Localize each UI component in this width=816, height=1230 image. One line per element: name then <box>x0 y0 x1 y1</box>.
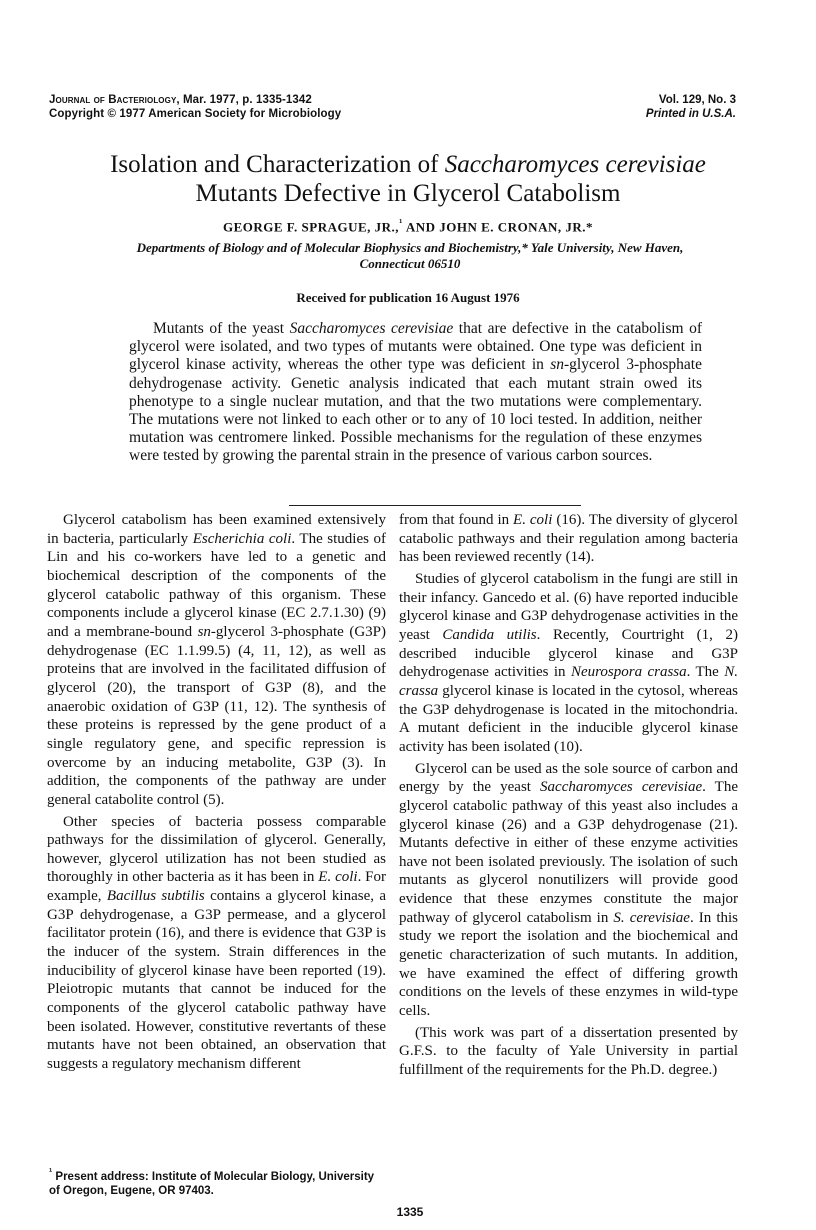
author-2: JOHN E. CRONAN, JR.* <box>439 219 593 235</box>
paragraph <box>399 570 738 757</box>
italic-run: E. coli <box>318 869 358 886</box>
text-run: Other species of bacteria possess comparable pathways for the dissimilation of glycerol. Generally, however, glycerol utilization has not been studied as thoroughly in other bacteria as it has been in <box>47 813 386 886</box>
italic-run: sn <box>197 623 211 640</box>
text-run: . For example, <box>47 869 387 905</box>
abstract-species: Saccharomyces cerevisiae <box>289 320 454 337</box>
author-1-mark: ¹ <box>399 217 403 229</box>
italic-run: Bacillus subtilis <box>106 888 205 905</box>
text-run: Glycerol can be used as the sole source of carbon and energy by the yeast <box>399 760 738 796</box>
italic-run: Neurospora crassa <box>570 664 687 681</box>
footnote <box>49 1166 379 1198</box>
running-header-left <box>49 93 341 121</box>
abstract-prefix: sn <box>550 356 564 374</box>
text-run: glycerol kinase is located in the cytosol, whereas the G3P dehydrogenase is located in the mitochondria. A mutant deficient in the inducible glycerol kinase activity has been isolated (10). <box>399 682 738 755</box>
paragraph <box>399 511 738 567</box>
author-list <box>40 217 776 235</box>
text-run: . The glycerol catabolic pathway of this yeast also includes a glycerol kinase (26) and a G3P dehydrogenase (21). Mutants defective in either of these enzyme activities have not been isolated previously. The isolation of such mutants as glycerol nonutilizers will provide good evidence that these enzymes constitute the major pathway of glycerol catabolism in <box>399 779 738 926</box>
text-run: Studies of glycerol catabolism in the fungi are still in their infancy. Gancedo et al. (6) have reported inducible glycerol kinase and G3P dehydrogenase activities in the yeast <box>399 570 738 643</box>
paragraph <box>47 511 386 810</box>
author-1: GEORGE F. SPRAGUE, JR., <box>222 219 400 235</box>
body-column-left <box>47 511 386 1074</box>
text-run: -glycerol 3-phosphate (G3P) dehydrogenase (EC 1.1.99.5) (4, 11, 12), as well as proteins that are involved in the facilitated diffusion of glycerol (20), the transport of G3P (8), and the anaerobic oxidation of G3P (11, 12). The synthesis of these proteins is repressed by the gene product of a single regulatory gene, and specific repression is overcome by an inducing metabolite, G3P (3). In addition, the components of the pathway are under general catabolite control (5). <box>47 623 386 808</box>
affiliation <box>60 240 760 272</box>
affiliation-line1: Departments of Biology and of Molecular Biophysics and Biochemistry,* Yale University, New Haven, <box>136 240 684 255</box>
article-title <box>40 150 776 208</box>
paragraph: (This work was part of a dissertation presented by G.F.S. to the faculty of Yale University in partial fulfillment of the requirements for the Ph.D. degree.) <box>399 1024 738 1079</box>
abstract-text: -glycerol 3-phosphate dehydrogenase activity. Genetic analysis indicated that each mutant strain owed its phenotype to a single nuclear mutation, and that the two mutations were complementary. The mutations were not linked to each other or to any of 10 loci tested. In addition, neither mutation was centromere linked. Possible mechanisms for the regulation of these enzymes were tested by growing the parental strain in the presence of various carbon sources. <box>129 356 702 465</box>
abstract-text: Mutants of the yeast <box>153 320 290 337</box>
copyright-line: Copyright © 1977 American Society for Microbiology <box>49 108 342 120</box>
page-number: 1335 <box>396 1205 424 1219</box>
italic-run: E. coli <box>513 512 553 528</box>
text-run: . The studies of Lin and his co-workers have led to a genetic and biochemical description of the components of the glycerol catabolic pathway of this organism. These components include a glycerol kinase (EC 2.7.1.30) (9) and a membrane-bound <box>47 530 387 640</box>
italic-run: Saccharomyces cerevisiae <box>540 779 703 796</box>
footnote-mark: ¹ <box>49 1167 53 1178</box>
text-run: . Recently, Courtright (1, 2) described inducible glycerol kinase and G3P dehydrogenase activities in <box>399 626 738 681</box>
text-run: (16). The diversity of glycerol catabolic pathways and their regulation among bacteria has been reviewed recently (14). <box>399 512 738 566</box>
issue-date-pages: , Mar. 1977, p. 1335-1342 <box>176 94 312 106</box>
title-line1-text: Isolation and Characterization of <box>110 151 445 178</box>
affiliation-line2: Connecticut 06510 <box>359 256 461 271</box>
footnote-text: Present address: Institute of Molecular Biology, University of Oregon, Eugene, OR 97403. <box>49 1170 375 1197</box>
running-header-right <box>646 93 736 121</box>
abstract <box>129 320 702 466</box>
title-line2: Mutants Defective in Glycerol Catabolism <box>195 180 621 207</box>
body-column-right <box>399 511 738 1080</box>
printed-line: Printed in U.S.A. <box>645 108 736 120</box>
author-and: AND <box>402 219 440 235</box>
text-run: . In this study we report the isolation and the biochemical and genetic characterization of such mutants. In addition, we have examined the effect of differing growth conditions on the levels of these enzymes in wild-type cells. <box>399 909 739 1020</box>
journal-name: Journal of Bacteriology <box>49 94 177 106</box>
abstract-divider <box>289 505 581 506</box>
italic-run: Candida utilis <box>442 626 537 643</box>
volume-line: Vol. 129, No. 3 <box>658 94 736 106</box>
italic-run: S. cerevisiae <box>613 909 690 926</box>
received-date: Received for publication 16 August 1976 <box>296 290 520 305</box>
text-run: . The <box>686 664 725 681</box>
title-species: Saccharomyces cerevisiae <box>444 151 706 178</box>
paragraph <box>399 760 738 1021</box>
text-run: from that found in <box>399 512 514 528</box>
abstract-text: that are defective in the catabolism of glycerol were isolated, and two types of mutants were obtained. One type was deficient in glycerol kinase activity, whereas the other type was deficient in <box>129 320 702 374</box>
text-run: Glycerol catabolism has been examined extensively in bacteria, particularly <box>47 512 386 547</box>
italic-run: Escherichia coli <box>192 530 292 547</box>
text-run: contains a glycerol kinase, a G3P dehydrogenase, a G3P permease, and a glycerol facilitator protein (16), and there is evidence that G3P is the inducer of the system. Strain differences in the inducibility of glycerol kinase have been reported (19). Pleiotropic mutants that cannot be induced for the components of the glycerol catabolic pathway have been isolated. However, constitutive revertants of these mutants have not been obtained, an observation that suggests a regulatory mechanism different <box>47 888 386 1073</box>
paragraph <box>47 813 386 1074</box>
italic-run: N. crassa <box>399 664 738 699</box>
